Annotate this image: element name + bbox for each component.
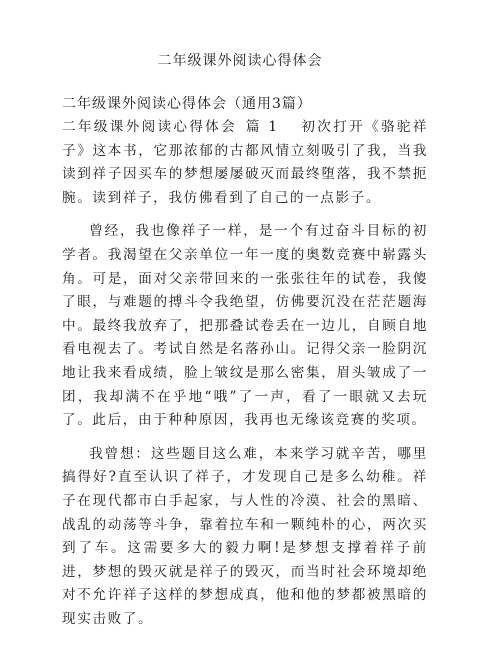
document-subtitle: 二年级课外阅读心得体会（通用3篇） <box>62 96 312 112</box>
article-body <box>62 116 428 641</box>
paragraph-1 <box>62 116 428 210</box>
document-title: 二年级课外阅读心得体会 <box>157 53 323 69</box>
paragraph-1-text: 初次打开《骆驼祥子》这本书，它那浓郁的古都风情立刻吸引了我，当我读到祥子因买车的梦想屡屡破灭而最终堕落，我不禁扼腕。读到祥子，我仿佛看到了自己的一点影子。 <box>62 119 428 206</box>
paragraph-3: 我曾想：这些题目这么难，本来学习就辛苦，哪里搞得好?直至认识了祥子，才发现自己是多么幼稚。祥子在现代都市白手起家，与人性的冷漠、社会的黑暗、战乱的动荡等斗争，靠着拉车和一颗纯朴的心，两次买到了车。这需要多大的毅力啊!是梦想支撑着祥子前进，梦想的毁灭就是祥子的毁灭，而当时社会环境却绝对不允许祥子这样的梦想成真，他和他的梦都被黑暗的现实击败了。 <box>62 445 428 627</box>
article-heading-line <box>62 119 301 135</box>
article-number: 篇 1 <box>245 119 279 135</box>
paragraph-2: 曾经，我也像祥子一样，是一个有过奋斗目标的初学者。我渴望在父亲单位一年一度的奥数竞赛中崭露头角。可是，面对父亲带回来的一张张往年的试卷，我傻了眼，与难题的搏斗令我绝望，仿佛要沉没在茫茫题海中。最终我放弃了，把那叠试卷丢在一边儿，自顾自地看电视去了。考试自然是名落孙山。记得父亲一脸阴沉地让我来看成绩，脸上皱纹是那么密集，眉头皱成了一团，我却满不在乎地“哦”了一声，看了一眼就又去玩了。此后，由于种种原因，我再也无缘该竞赛的奖项。 <box>62 223 428 429</box>
article-heading: 二年级课外阅读心得体会 <box>62 119 238 135</box>
